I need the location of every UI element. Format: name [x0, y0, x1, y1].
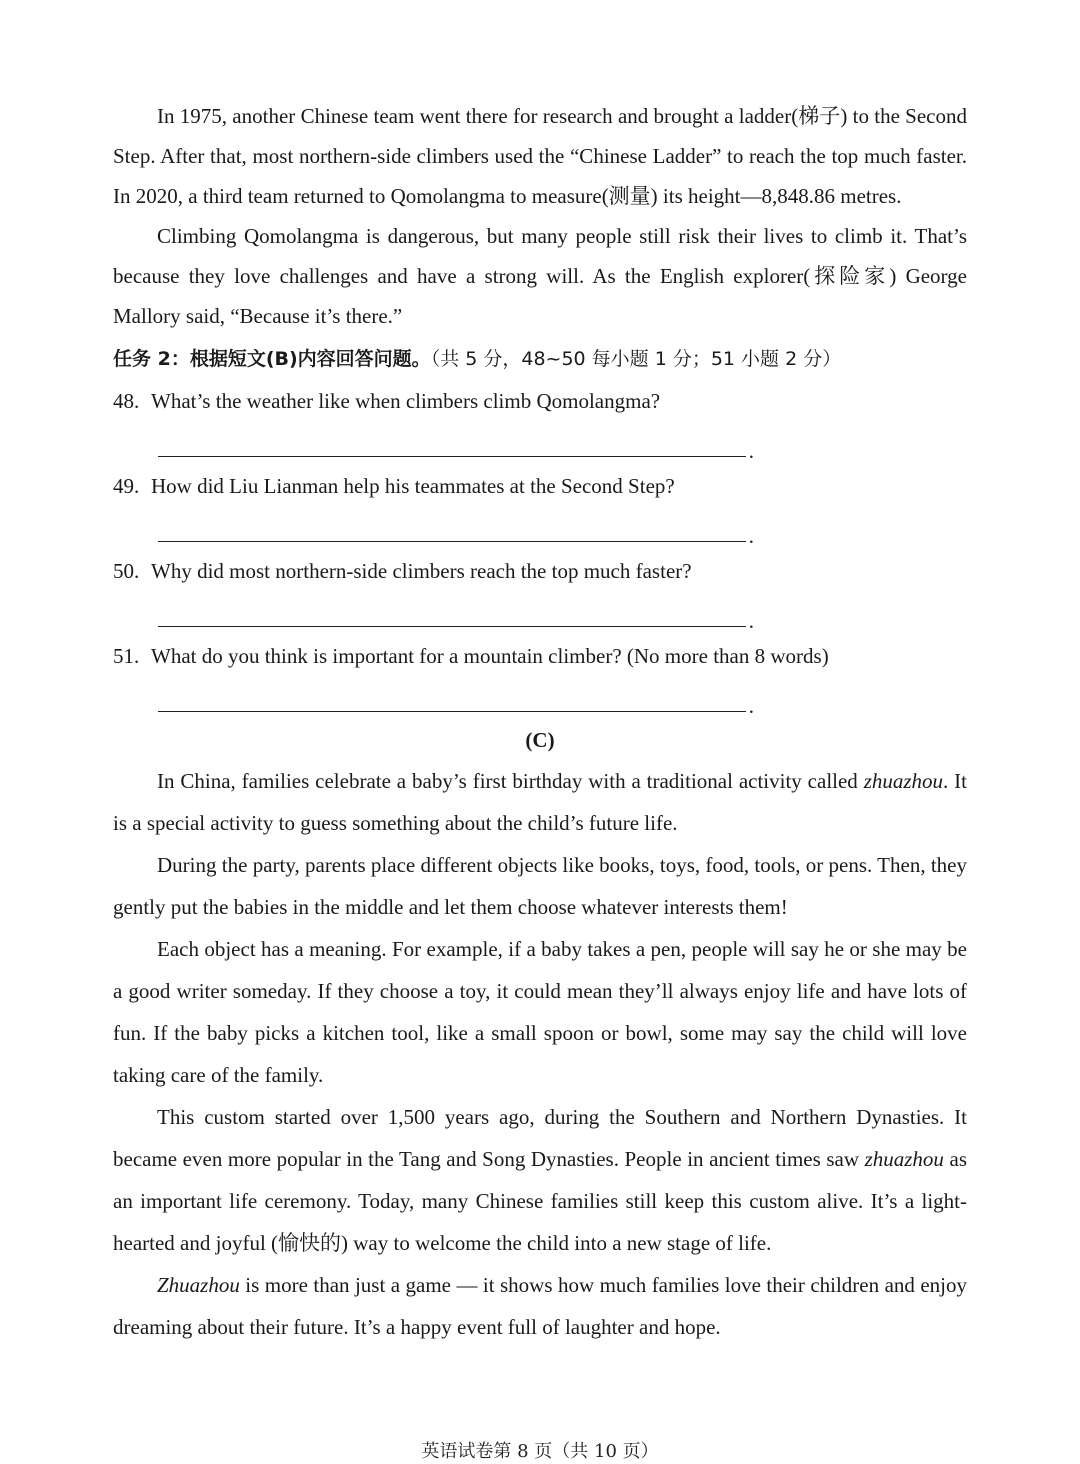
question-50 — [113, 552, 967, 633]
passage-c — [113, 760, 967, 1348]
task-2-scoring: （共 5 分，48~50 每小题 1 分；51 小题 2 分） — [430, 348, 842, 370]
task-2-instruction — [113, 340, 967, 378]
text-span: In China, families celebrate a baby’s first birthday with a traditional activity called — [157, 769, 864, 793]
answer-period: . — [748, 609, 754, 633]
question-text: Why did most northern-side climbers reach the top much faster? — [151, 559, 692, 583]
passage-c-paragraph-4 — [113, 1096, 967, 1264]
text-span: as an important life ceremony. Today, many Chinese families still keep this custom alive. It’s a light-hearted and joyful (愉快的) way to welcome the child into a new stage of life. — [113, 1147, 967, 1255]
question-text: What’s the weather like when climbers climb Qomolangma? — [151, 389, 661, 413]
answer-line-51[interactable] — [158, 687, 754, 718]
text-span: is more than just a game — it shows how much families love their children and enjoy dreaming about their future. It’s a happy event full of laughter and hope. — [113, 1273, 967, 1339]
answer-line-50[interactable] — [158, 602, 754, 633]
question-49 — [113, 467, 967, 548]
passage-c-paragraph-2: During the party, parents place different objects like books, toys, food, tools, or pens. Then, they gently put the babies in the middle and let them choose whatever interests them! — [113, 853, 967, 919]
passage-b-paragraph-1: In 1975, another Chinese team went there for research and brought a ladder(梯子) to the Second Step. After that, most northern-side climbers used the “Chinese Ladder” to reach the top much faster. In 2020, a third team returned to Qomolangma to measure(测量) its height—8,848.86 metres. — [113, 104, 967, 208]
question-number: 51. — [113, 644, 140, 668]
passage-b-paragraph-2: Climbing Qomolangma is dangerous, but many people still risk their lives to climb it. That’s because they love challenges and have a strong will. As the English explorer(探险家) George Mallory said, “Because it’s there.” — [113, 224, 967, 328]
question-number: 48. — [113, 389, 140, 413]
italic-term: zhuazhou — [863, 769, 944, 793]
question-51 — [113, 637, 967, 718]
question-text: What do you think is important for a mountain climber? (No more than 8 words) — [151, 644, 829, 668]
italic-term: zhuazhou — [864, 1147, 944, 1171]
question-number: 50. — [113, 559, 140, 583]
passage-c-paragraph-3: Each object has a meaning. For example, if a baby takes a pen, people will say he or she may be a good writer someday. If they choose a toy, it could mean they’ll always enjoy life and have lots of fun. If the baby picks a kitchen tool, like a small spoon or bowl, some may say the child will love taking care of the family. — [113, 937, 967, 1087]
question-48 — [113, 382, 967, 463]
question-text: How did Liu Lianman help his teammates at the Second Step? — [151, 474, 675, 498]
task-2-title: 任务 2：根据短文(B)内容回答问题。 — [113, 348, 431, 370]
italic-term: Zhuazhou — [157, 1273, 240, 1297]
section-c-heading: (C) — [525, 728, 555, 752]
answer-period: . — [748, 694, 754, 718]
text-span: . It is a special activity to guess something about the child’s future life. — [113, 769, 967, 835]
exam-page — [113, 96, 967, 1348]
page-footer: 英语试卷第 8 页（共 10 页） — [421, 1441, 659, 1462]
passage-c-paragraph-1 — [113, 760, 967, 844]
text-span: This custom started over 1,500 years ago, during the Southern and Northern Dynasties. It became even more popular in the Tang and Song Dynasties. People in ancient times saw — [113, 1105, 967, 1171]
answer-period: . — [748, 524, 754, 548]
passage-c-paragraph-5 — [113, 1264, 967, 1348]
answer-period: . — [748, 439, 754, 463]
answer-line-48[interactable] — [158, 432, 754, 463]
question-number: 49. — [113, 474, 140, 498]
answer-line-49[interactable] — [158, 517, 754, 548]
